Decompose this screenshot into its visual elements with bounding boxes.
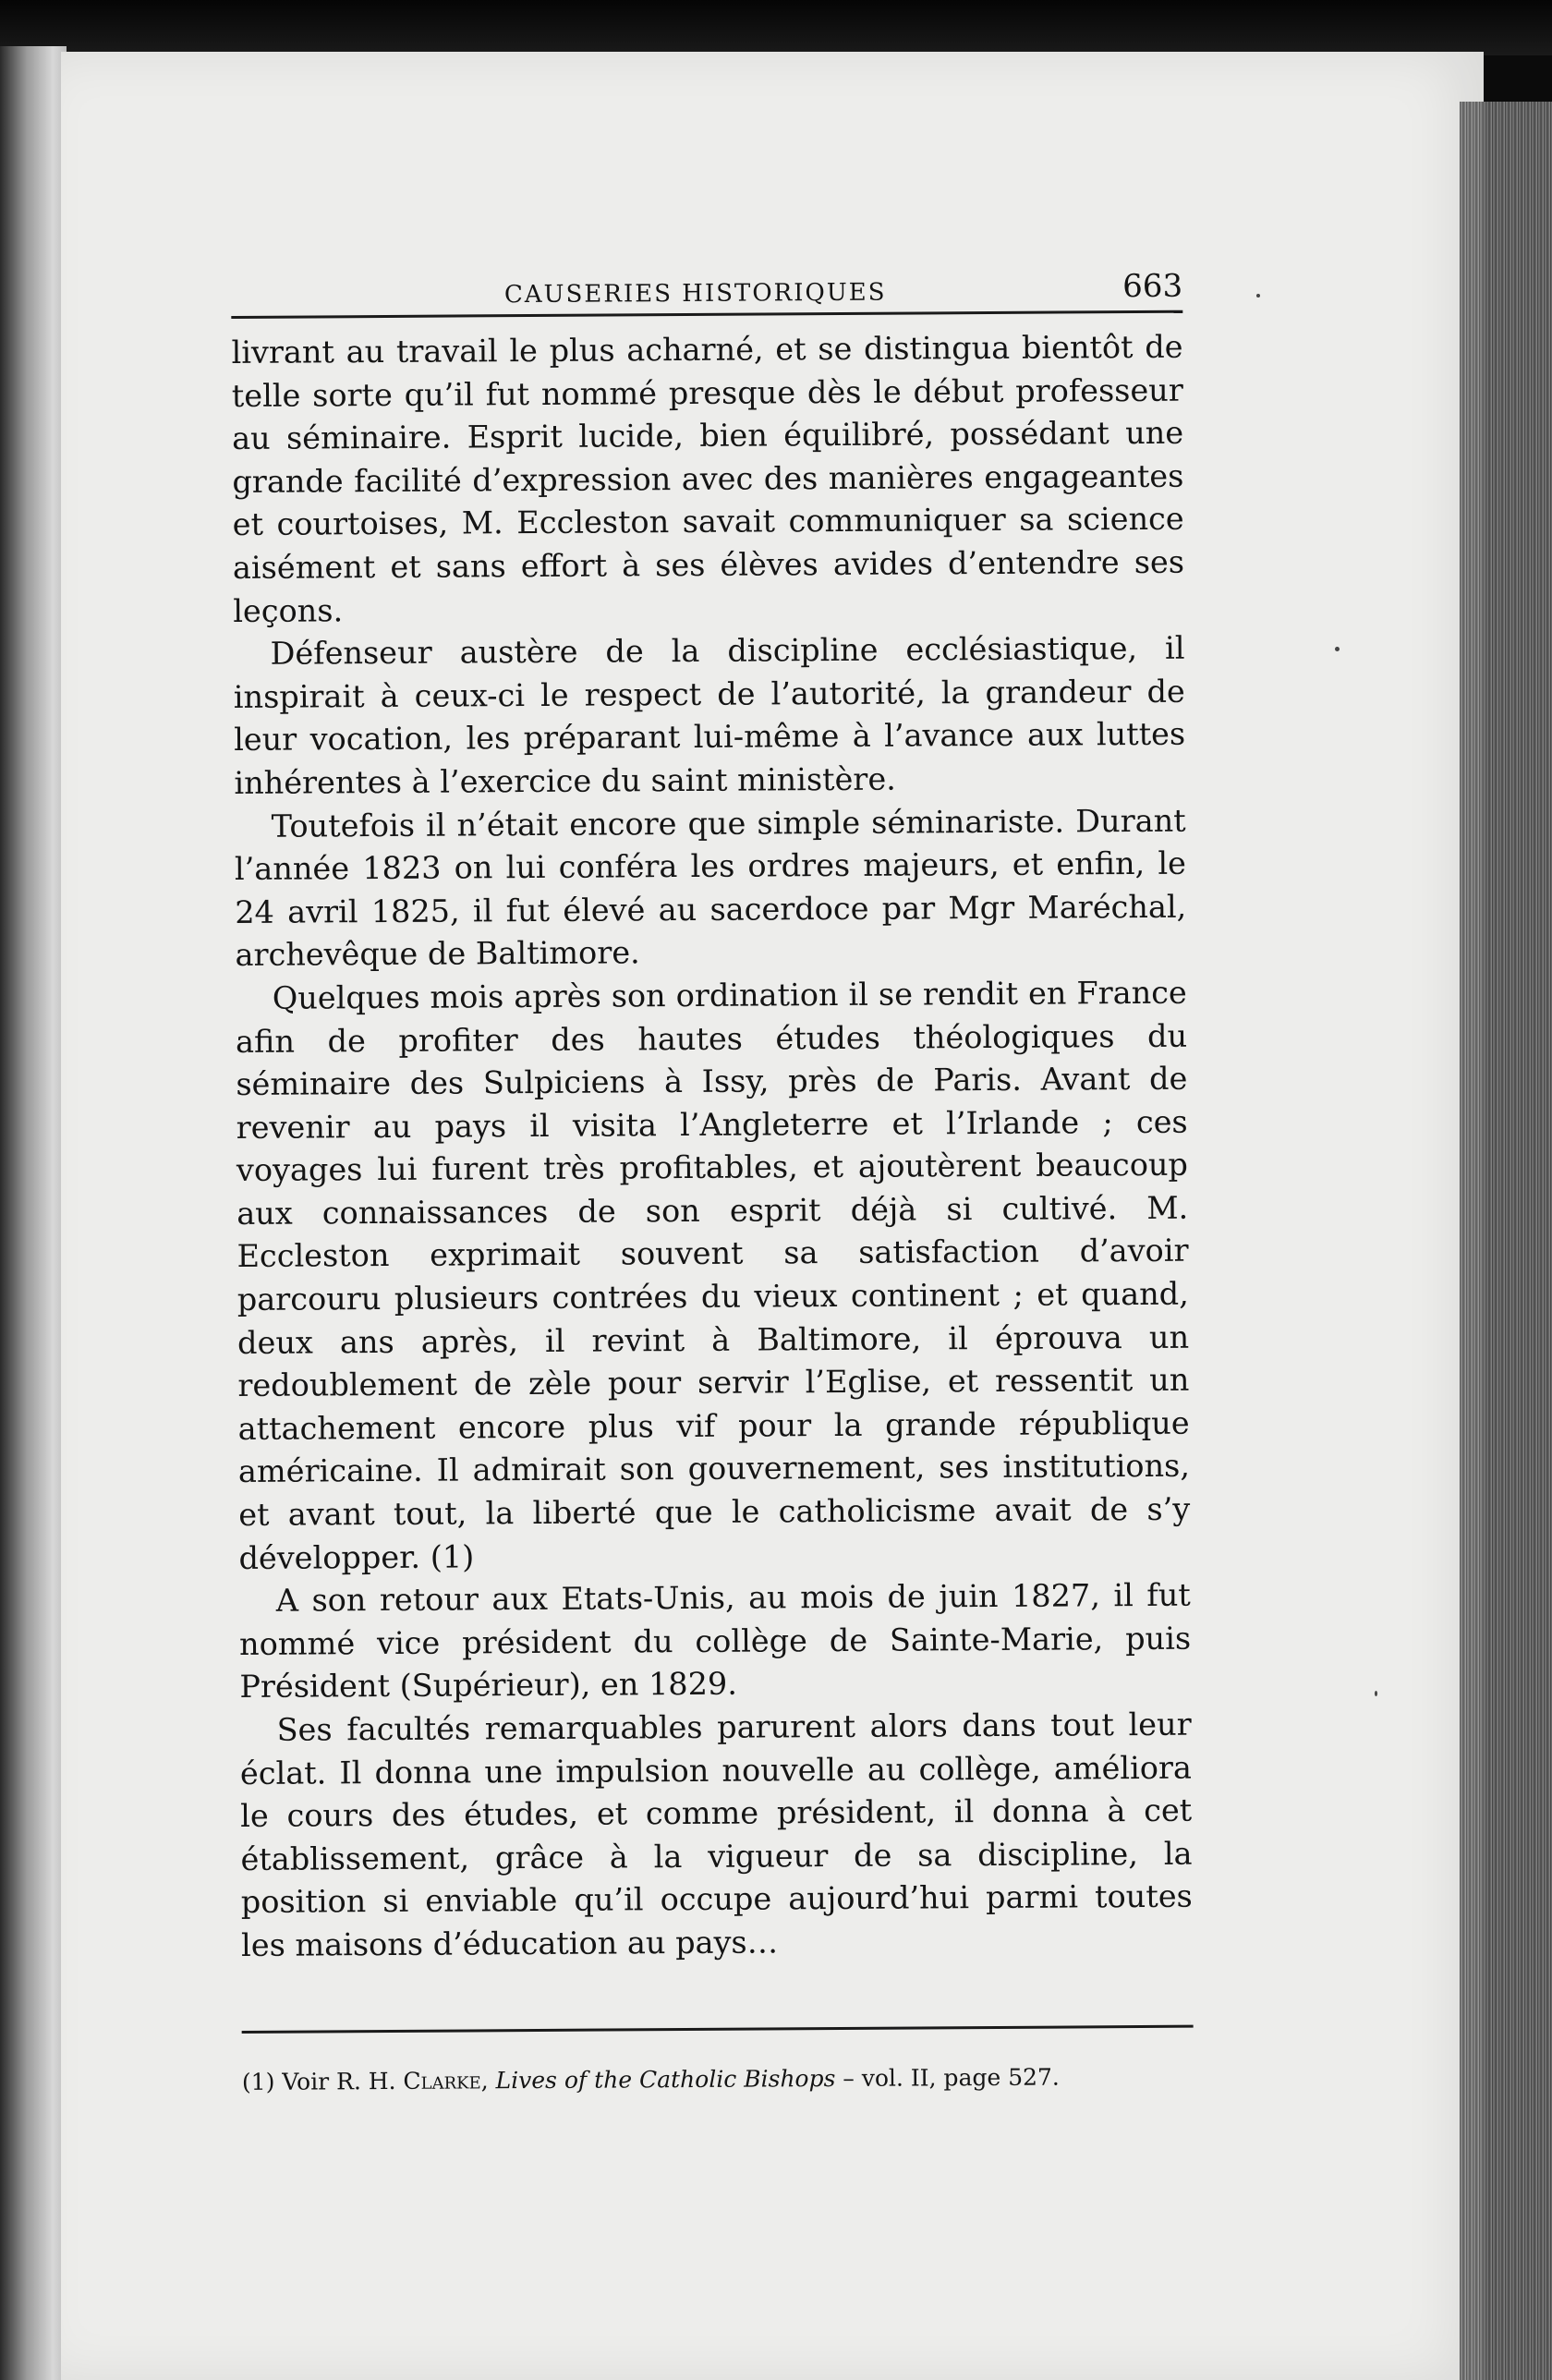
page-header: [231, 262, 1182, 310]
page-number: 663: [1122, 267, 1183, 306]
footnote-author: Clarke,: [403, 2066, 489, 2095]
left-page-edge: [0, 46, 67, 2380]
header-rule: [231, 310, 1182, 319]
footnote-reference: – vol. II, page 527.: [843, 2063, 1060, 2092]
footnote-prefix: Voir R. H.: [282, 2067, 396, 2095]
dust-speck: [1375, 1691, 1377, 1696]
dust-speck: [1256, 294, 1260, 298]
paragraph: Quelques mois après son ordination il se rendit en France afin de profiter des hautes études théologiques du séminaire des Sulpiciens à Issy, près de Paris. Avant de revenir au pays il visita l’Angleterre et l’Irlande ; ces voyages lui furent très profitables, et ajoutèrent beaucoup aux connaissances de son esprit déjà si cultivé. M. Eccleston exprimait souvent sa satisfaction d’avoir parcouru plusieurs contrées du vieux continent ; et quand, deux ans après, il revint à Baltimore, il éprouva un redoublement de zèle pour servir l’Eglise, et ressentit un attachement encore plus vif pour la grande république américaine. Il admirait son gouvernement, ses institutions, et avant tout, la liberté que le catholicisme avait de s’y développer. (1): [235, 974, 1191, 1576]
dust-speck: [1335, 647, 1340, 651]
footnote-marker: (1): [241, 2068, 275, 2095]
paragraph: Défenseur austère de la discipline ecclésiastique, il inspirait à ceux-ci le respect de l’autorité, la grandeur de leur vocation, les préparant lui-même à l’avance aux luttes inhérentes à l’exercice du saint ministère.: [233, 629, 1186, 801]
running-head: CAUSERIES HISTORIQUES: [503, 278, 887, 310]
right-page-stack: [1460, 102, 1552, 2380]
footnote-rule: [242, 2024, 1194, 2033]
paragraph: A son retour aux Etats-Unis, au mois de juin 1827, il fut nommé vice président du collège de Sainte-Marie, puis Président (Supérieur), en 1829.: [238, 1576, 1192, 1706]
body-text: [231, 326, 1193, 1968]
scan-dark-border: [0, 0, 1552, 55]
paragraph: Ses facultés remarquables parurent alors dans tout leur éclat. Il donna une impulsion nouvelle au collège, améliora le cours des études, et comme président, il donna à cet établissement, grâce à la vigueur de sa discipline, la position si enviable qu’il occupe aujourd’hui parmi toutes les maisons d’éducation au pays…: [239, 1706, 1193, 1963]
page-content: [231, 262, 1194, 2095]
footnote-work-title: Lives of the Catholic Bishops: [495, 2064, 836, 2094]
paragraph: livrant au travail le plus acharné, et se distingua bientôt de telle sorte qu’il fut nommé presque dès le début professeur au séminaire. Esprit lucide, bien équilibré, possédant une grande facilité d’expression avec des manières engageantes et courtoises, M. Eccleston savait communiquer sa science aisément et sans effort à ses élèves avides d’entendre ses leçons.: [231, 328, 1185, 629]
paragraph: Toutefois il n’était encore que simple séminariste. Durant l’année 1823 on lui conféra les ordres majeurs, et enfin, le 24 avril 1825, il fut élevé au sacerdoce par Mgr Maréchal, archevêque de Baltimore.: [234, 802, 1187, 974]
